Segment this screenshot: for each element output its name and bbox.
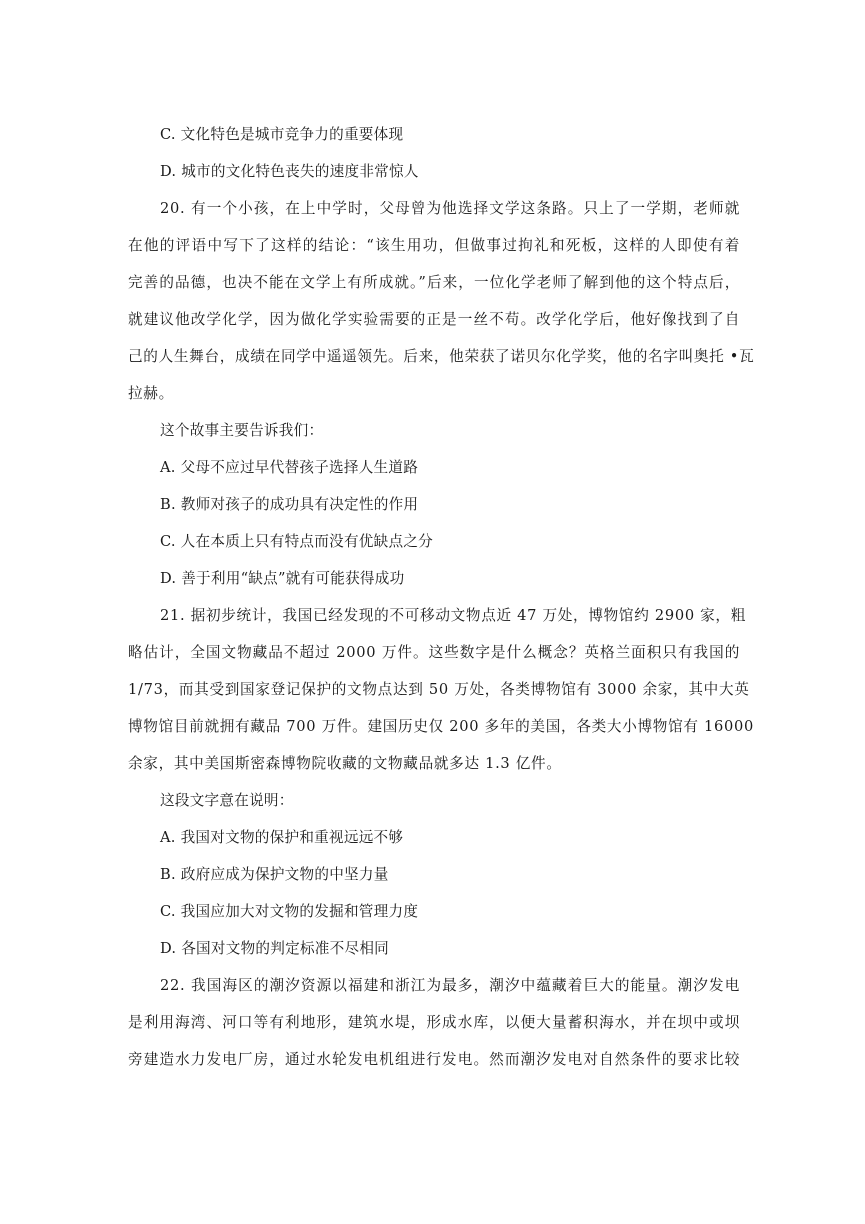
q22-body-line: 是利用海湾、河口等有利地形，建筑水堤，形成水库，以便大量蓄积海水，并在坝中或坝 [128, 1014, 740, 1031]
q20-body-line: 己的人生舞台，成绩在同学中遥遥领先。后来，他荣获了诺贝尔化学奖，他的名字叫奥托 •瓦 [128, 348, 755, 365]
q20-option-c: C. 人在本质上只有特点而没有优缺点之分 [160, 533, 434, 550]
q20-body-line: 就建议他改学化学，因为做化学实验需要的正是一丝不苟。改学化学后，他好像找到了自 [128, 311, 740, 328]
q21-option-a: A. 我国对文物的保护和重视远远不够 [160, 829, 404, 846]
q19-option-c: C. 文化特色是城市竞争力的重要体现 [160, 126, 404, 143]
q21-body-line: 1/73，而其受到国家登记保护的文物点达到 50 万处，各类博物馆有 3000 余家，其中大英 [128, 681, 750, 698]
q20-body-line: 拉赫。 [128, 385, 174, 402]
q20-option-b: B. 教师对孩子的成功具有决定性的作用 [160, 496, 419, 513]
q20-body-line: 完善的品德，也决不能在文学上有所成就。”后来，一位化学老师了解到他的这个特点后， [128, 274, 740, 291]
q20-body-line: 在他的评语中写下了这样的结论：“该生用功，但做事过拘礼和死板，这样的人即使有着 [128, 237, 740, 254]
q21-option-b: B. 政府应成为保护文物的中坚力量 [160, 866, 389, 883]
document-body [128, 116, 755, 1078]
q21-body-line: 博物馆目前就拥有藏品 700 万件。建国历史仅 200 多年的美国，各类大小博物馆有 16000 [128, 718, 754, 735]
q20-option-d: D. 善于利用“缺点”就有可能获得成功 [160, 570, 405, 587]
q20-body-line: 20. 有一个小孩，在上中学时，父母曾为他选择文学这条路。只上了一学期，老师就 [160, 200, 740, 217]
q22-body-line: 旁建造水力发电厂房，通过水轮发电机组进行发电。然而潮汐发电对自然条件的要求比较 [128, 1051, 740, 1068]
q21-prompt: 这段文字意在说明： [160, 792, 294, 809]
q21-body-line: 略估计，全国文物藏品不超过 2000 万件。这些数字是什么概念？英格兰面积只有我国的 [128, 644, 740, 661]
q22-body-line: 22. 我国海区的潮汐资源以福建和浙江为最多，潮汐中蕴藏着巨大的能量。潮汐发电 [160, 977, 740, 994]
q21-body-line: 21. 据初步统计，我国已经发现的不可移动文物点近 47 万处，博物馆约 2900 家，粗 [160, 607, 747, 624]
q21-option-d: D. 各国对文物的判定标准不尽相同 [160, 940, 390, 957]
q21-option-c: C. 我国应加大对文物的发掘和管理力度 [160, 903, 419, 920]
q21-body-line: 余家，其中美国斯密森博物院收藏的文物藏品就多达 1.3 亿件。 [128, 755, 562, 772]
q19-option-d: D. 城市的文化特色丧失的速度非常惊人 [160, 163, 419, 180]
q20-prompt: 这个故事主要告诉我们： [160, 422, 324, 439]
q20-option-a: A. 父母不应过早代替孩子选择人生道路 [160, 459, 419, 476]
